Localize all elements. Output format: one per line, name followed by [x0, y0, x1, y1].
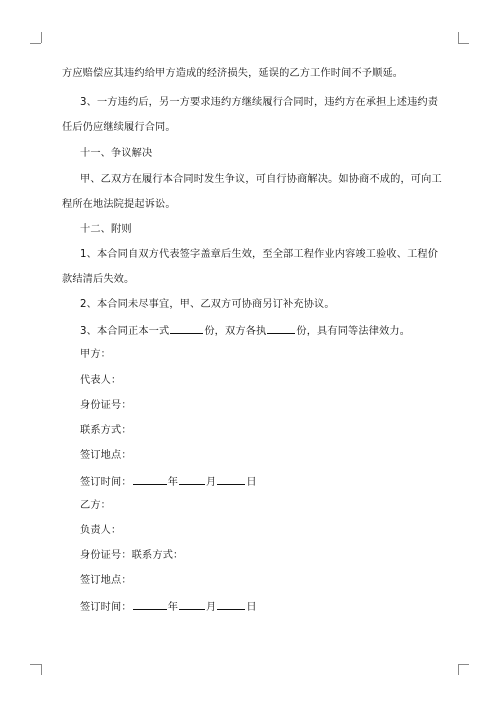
month-blank — [179, 599, 205, 610]
paragraph-line: 款结清后失效。 — [62, 274, 135, 285]
year-blank — [133, 474, 167, 485]
day-blank — [217, 474, 245, 485]
day-blank — [217, 599, 245, 610]
party-a-contact: 联系方式： — [80, 425, 132, 436]
day-label: 日 — [246, 602, 257, 613]
text-fragment: 份，具有同等法律效力。 — [296, 326, 411, 337]
party-b-label: 乙方： — [80, 500, 112, 511]
party-b-responsible: 负责人： — [80, 525, 122, 536]
day-label: 日 — [246, 477, 257, 488]
paragraph-line: 1、本合同自双方代表签字盖章后生效，至全部工程作业内容竣工验收、工程价 — [80, 249, 439, 260]
paragraph-line: 3、一方违约后，另一方要求违约方继续履行合同时，违约方在承担上述违约责 — [80, 97, 439, 108]
party-b-sign-time — [80, 599, 257, 615]
each-party-blank — [267, 323, 295, 334]
paragraph-line: 2、本合同未尽事宜，甲、乙双方可协商另订补充协议。 — [80, 299, 335, 310]
year-blank — [133, 599, 167, 610]
month-label: 月 — [206, 477, 217, 488]
party-b-sign-place: 签订地点： — [80, 575, 132, 586]
party-a-label: 甲方： — [80, 349, 112, 360]
paragraph-line — [80, 323, 410, 339]
party-a-representative: 代表人： — [80, 375, 122, 386]
party-a-sign-place: 签订地点： — [80, 450, 132, 461]
section-heading: 十一、争议解决 — [80, 148, 153, 159]
copies-blank — [170, 323, 203, 334]
paragraph-line: 甲、乙双方在履行本合同时发生争议，可自行协商解决。如协商不成的，可向工 — [80, 174, 442, 185]
party-a-sign-time — [80, 474, 257, 490]
sign-time-label: 签订时间： — [80, 602, 132, 613]
sign-time-label: 签订时间： — [80, 477, 132, 488]
paragraph-line: 任后仍应继续履行合同。 — [62, 122, 176, 133]
party-a-id-number: 身份证号： — [80, 400, 132, 411]
text-fragment: 3、本合同正本一式 — [80, 326, 170, 337]
paragraph-line: 方应赔偿应其违约给甲方造成的经济损失，延误的乙方工作时间不予顺延。 — [62, 68, 404, 79]
month-blank — [179, 474, 205, 485]
year-label: 年 — [167, 477, 179, 488]
text-fragment: 份，双方各执 — [204, 326, 267, 337]
month-label: 月 — [206, 602, 217, 613]
party-b-id-contact: 身份证号：联系方式： — [80, 550, 184, 561]
paragraph-line: 程所在地法院提起诉讼。 — [62, 199, 176, 210]
section-heading: 十二、附则 — [80, 224, 132, 235]
year-label: 年 — [167, 602, 179, 613]
